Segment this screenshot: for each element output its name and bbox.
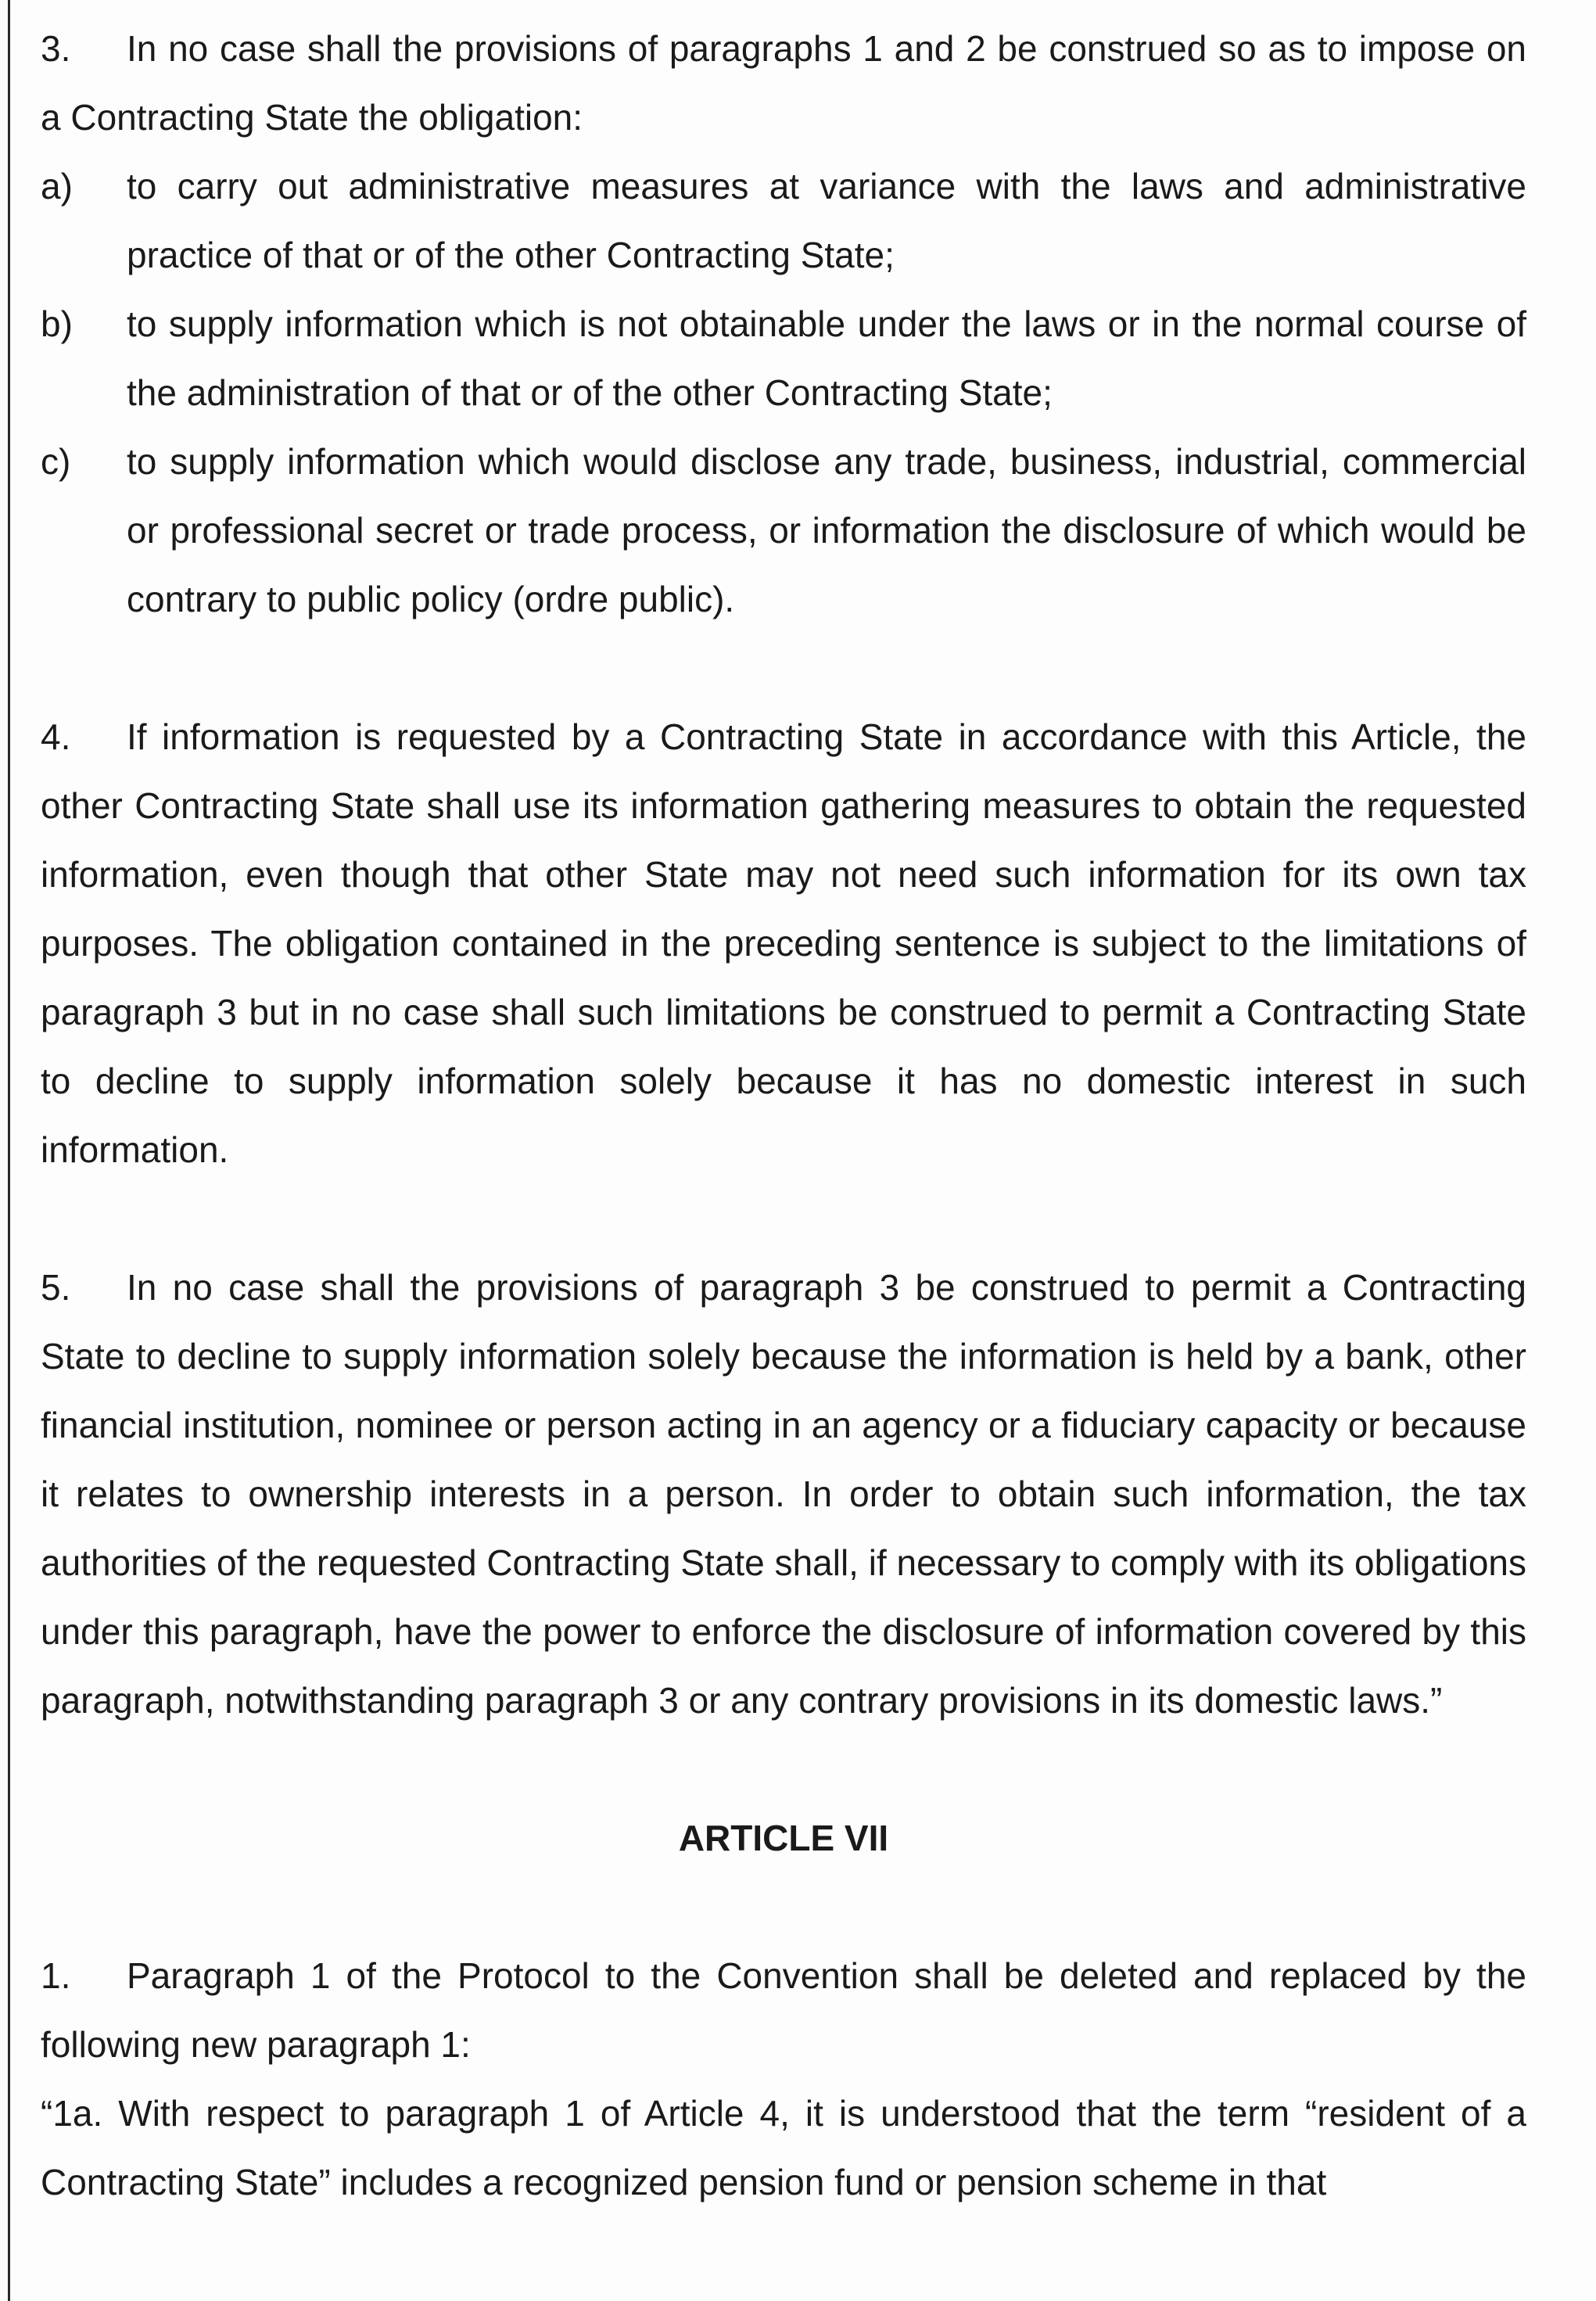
article-paragraph-1-number: 1. [41,1955,71,1996]
paragraph-3-text: In no case shall the provisions of paragraphs 1 and 2 be construed so as to impose on a Contracting State the obligation: [41,28,1526,138]
paragraph-5-text: In no case shall the provisions of paragraph 3 be construed to permit a Contracting State to decline to supply information solely because the information is held by a bank, other financial institution, nominee or person acting in an agency or a fiduciary capacity or because it relates to ownership interests in a person. In order to obtain such information, the tax authorities of the requested Contracting State shall, if necessary to comply with its obligations under this paragraph, have the power to enforce the disclosure of information covered by this paragraph, notwithstanding paragraph 3 or any contrary provisions in its domestic laws.” [41,1267,1526,1721]
paragraph-3-item-c [41,427,1526,634]
left-margin-rule [8,0,10,2301]
paragraph-3-item-a [41,152,1526,289]
item-text: to supply information which would disclose any trade, business, industrial, commercial or professional secret or trade process, or information the disclosure of which would be contrary to public policy (ordre public). [127,441,1526,619]
item-label: a) [41,166,73,206]
item-label: c) [41,441,71,482]
paragraph-3-item-b [41,289,1526,427]
article-heading: ARTICLE VII [678,1818,889,1858]
document-body [41,14,1526,2217]
paragraph-4 [41,702,1526,1184]
paragraph-4-number: 4. [41,716,71,757]
item-text: to supply information which is not obtainable under the laws or in the normal course of the administration of that or of the other Contracting State; [127,303,1526,413]
article-paragraph-1-text: Paragraph 1 of the Protocol to the Convention shall be deleted and replaced by the following new paragraph 1: [41,1955,1526,2065]
paragraph-4-text: If information is requested by a Contracting State in accordance with this Article, the other Contracting State shall use its information gathering measures to obtain the requested information, even though that other State may not need such information for its own tax purposes. The obligation contained in the preceding sentence is subject to the limitations of paragraph 3 but in no case shall such limitations be construed to permit a Contracting State to decline to supply information solely because it has no domestic interest in such information. [41,716,1526,1170]
paragraph-5 [41,1253,1526,1735]
paragraph-5-number: 5. [41,1267,71,1308]
paragraph-3-number: 3. [41,28,71,69]
item-label: b) [41,303,73,344]
article-paragraph-1 [41,1941,1526,2079]
paragraph-3-intro [41,14,1526,152]
item-text: to carry out administrative measures at variance with the laws and administrative practice of that or of the other Contracting State; [127,166,1526,275]
article-paragraph-1-quote: “1a. With respect to paragraph 1 of Article 4, it is understood that the term “resident of a Contracting State” includes a recognized pension fund or pension scheme in that [41,2093,1526,2202]
paragraph-3 [41,14,1526,634]
